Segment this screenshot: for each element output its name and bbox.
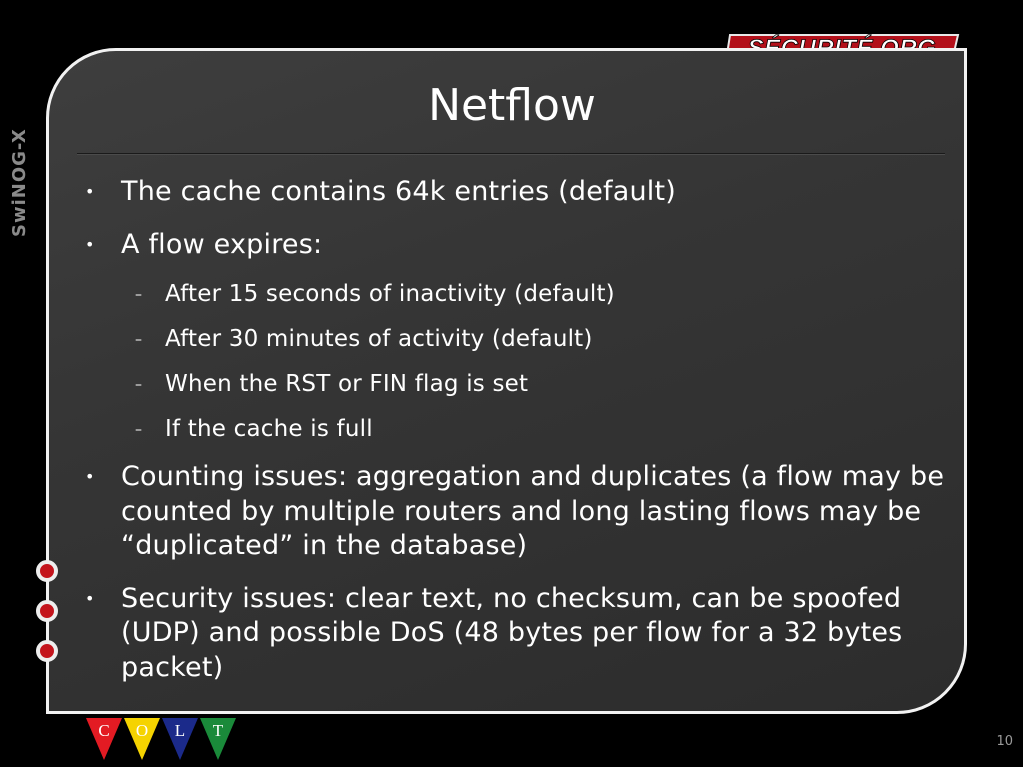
colt-letter: O <box>135 721 149 740</box>
list-item-text: The cache contains 64k entries (default) <box>121 176 677 207</box>
sub-list-item-text: After 15 seconds of inactivity (default) <box>165 281 615 307</box>
list-item-text: Counting issues: aggregation and duplicates (a flow may be counted by multiple routers and long lasting flows may be “duplicated” in the database) <box>121 461 945 561</box>
dash-bullet-icon: – <box>135 287 143 303</box>
dash-bullet-icon: – <box>135 332 143 348</box>
slide-title: Netflow <box>428 80 596 131</box>
red-dot-icon <box>36 640 58 662</box>
list-item <box>80 582 950 686</box>
decorative-dots <box>36 560 60 670</box>
sub-list-item <box>80 370 950 398</box>
list-item-text: A flow expires: <box>121 228 323 260</box>
sub-list-item-text: If the cache is full <box>165 416 373 442</box>
list-item <box>80 228 950 263</box>
list-item <box>80 175 950 210</box>
red-dot-icon <box>36 560 58 582</box>
bullet-dot-icon: • <box>85 234 95 254</box>
sub-list-item <box>80 415 950 443</box>
list-item-text: Security issues: clear text, no checksum, can be spoofed (UDP) and possible DoS (48 bytes per flow for a 32 bytes packet) <box>121 582 903 683</box>
dash-bullet-icon: – <box>135 422 143 438</box>
sub-list-item <box>80 280 950 308</box>
colt-logo <box>84 716 244 762</box>
dash-bullet-icon: – <box>135 377 143 393</box>
bullet-list <box>80 175 950 703</box>
event-side-label: SwiNOG-X <box>9 128 30 237</box>
bullet-dot-icon: • <box>85 467 95 486</box>
colt-letter: C <box>98 721 110 740</box>
colt-letter: T <box>212 721 224 740</box>
title-divider <box>77 153 945 154</box>
colt-letter: L <box>174 721 186 740</box>
list-item <box>80 460 950 564</box>
red-dot-icon <box>36 600 58 622</box>
page-number: 10 <box>996 734 1013 749</box>
sub-list-item <box>80 325 950 353</box>
sub-list-item-text: When the RST or FIN flag is set <box>165 371 529 397</box>
bullet-dot-icon: • <box>85 182 95 201</box>
sub-list-item-text: After 30 minutes of activity (default) <box>165 326 593 352</box>
bullet-dot-icon: • <box>85 588 95 608</box>
